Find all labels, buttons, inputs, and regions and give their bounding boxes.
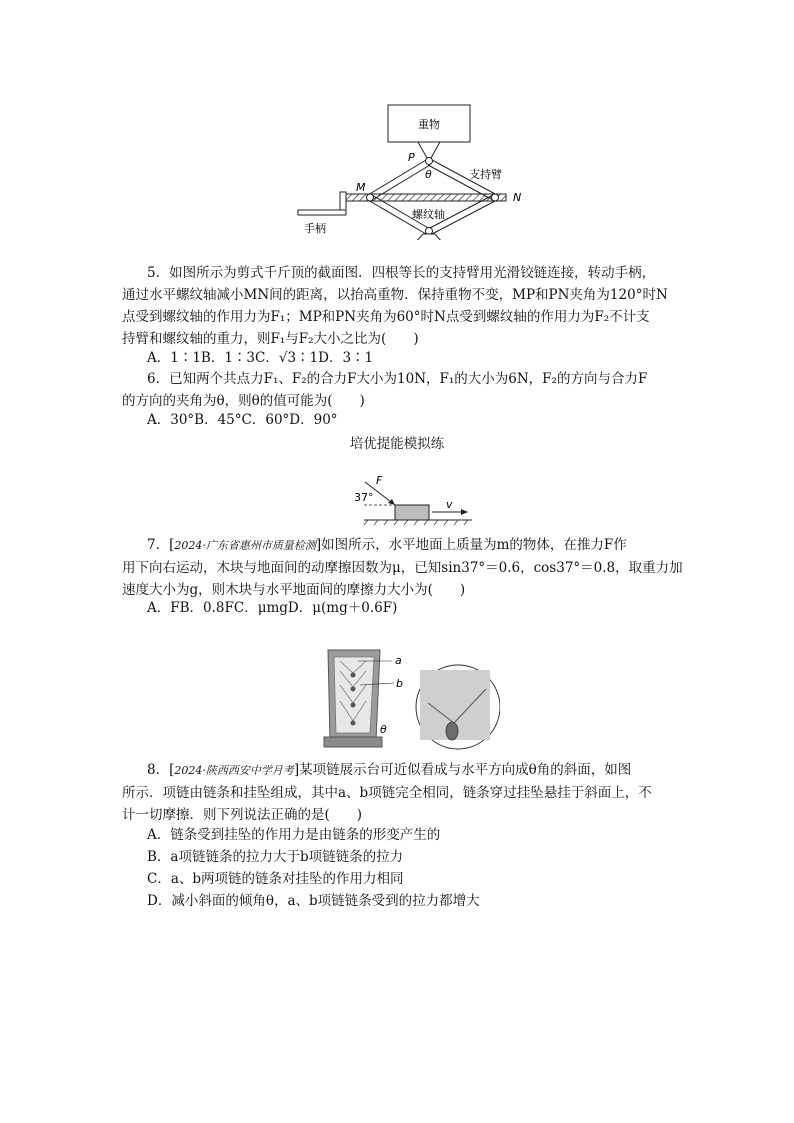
section-title: 培优提能模拟练 <box>349 436 445 452</box>
theta-label: θ <box>425 168 432 181</box>
q6-line: 的方向的夹角为θ，则θ的值可能为( ) <box>122 393 365 409</box>
top-pad <box>418 142 440 158</box>
question-5 <box>122 262 687 350</box>
hinge-m <box>367 194 374 201</box>
handle <box>298 192 346 215</box>
q8-option-d: D．减小斜面的倾角θ，a、b项链链条受到的拉力都增大 <box>147 893 480 909</box>
angle-label: 37° <box>354 491 374 504</box>
q7-suffix: ]如图所示，水平地面上质量为m的物体，在推力F作 <box>315 537 627 553</box>
question-6 <box>122 368 687 412</box>
q6-options: A．30°B．45°C．60°D．90° <box>147 412 338 428</box>
q8-option-c: C．a、b两项链的链条对挂坠的作用力相同 <box>147 871 404 887</box>
block <box>395 505 429 520</box>
velocity-arrowhead <box>461 509 468 515</box>
point-m-label: M <box>356 181 366 194</box>
q8-line-1 <box>147 759 687 782</box>
q7-options: A．FB．0.8FC．μmgD．μ(mg＋0.6F) <box>147 600 398 616</box>
question-8 <box>122 759 687 826</box>
hinge-bottom <box>426 228 433 235</box>
magnified-pendant <box>446 722 458 740</box>
stand-base <box>324 737 382 747</box>
q5-line: 点受到螺纹轴的作用力为F₁；MP和PN夹角为60°时N点受到螺纹轴的作用力为F₂不计支 <box>122 309 650 325</box>
ground-hatch <box>364 520 468 525</box>
velocity-label: v <box>446 498 453 511</box>
screw-label: 螺纹轴 <box>412 208 445 221</box>
q6-line: 6．已知两个共点力F₁、F₂的合力F大小为10N，F₁的大小为6N，F₂的方向与合力F <box>147 371 648 387</box>
question-7 <box>122 534 687 601</box>
force-label: F <box>376 475 383 487</box>
q8-source-tag: 2024·陕西西安中学月考 <box>174 764 294 777</box>
q5-line: 通过水平螺纹轴减小MN间的距离，以抬高重物．保持重物不变，MP和PN夹角为120°时N <box>122 287 668 303</box>
q8-prefix: 8．[ <box>147 762 175 778</box>
q5-line: 持臂和螺纹轴的重力，则F₁与F₂大小之比为( ) <box>122 331 419 347</box>
q7-line: 速度大小为g，则木块与水平地面间的摩擦力大小为( ) <box>122 582 466 598</box>
label-b: b <box>396 677 403 690</box>
q8-line: 所示．项链由链条和挂坠组成，其中a、b项链完全相同，链条穿过挂坠悬挂于斜面上，不 <box>122 785 652 801</box>
block-force-figure <box>350 475 480 530</box>
q5-options: A．1∶1B．1∶3C．√3∶1D．3∶1 <box>147 350 374 366</box>
q5-line: 5．如图所示为剪式千斤顶的截面图．四根等长的支持臂用光滑铰链连接，转动手柄， <box>147 265 656 281</box>
necklace-stand-figure <box>310 645 500 755</box>
hinge-n <box>492 194 499 201</box>
weight-label: 重物 <box>418 118 440 131</box>
q7-source-tag: 2024·广东省惠州市质量检测 <box>174 539 316 552</box>
q8-option-b: B．a项链链条的拉力大于b项链链条的拉力 <box>147 849 404 865</box>
q7-line-1 <box>147 534 687 557</box>
q7-prefix: 7．[ <box>147 537 175 553</box>
q8-suffix: ]某项链展示台可近似看成与水平方向成θ角的斜面，如图 <box>293 762 632 778</box>
base-pad <box>416 234 442 240</box>
q7-line: 用下向右运动，木块与地面间的动摩擦因数为μ，已知sin37°＝0.6，cos37°＝0.8，取重力加 <box>122 560 683 576</box>
hinge-p <box>426 158 433 165</box>
scissor-jack-figure <box>290 100 530 240</box>
q8-line: 计一切摩擦．则下列说法正确的是( ) <box>122 807 363 823</box>
label-theta: θ <box>380 723 387 736</box>
point-p-label: P <box>408 151 415 164</box>
label-a: a <box>395 654 402 667</box>
handle-label: 手柄 <box>304 222 326 235</box>
point-n-label: N <box>513 191 522 204</box>
q8-option-a: A．链条受到挂坠的作用力是由链条的形变产生的 <box>147 827 441 843</box>
support-arm-label: 支持臂 <box>469 168 502 181</box>
